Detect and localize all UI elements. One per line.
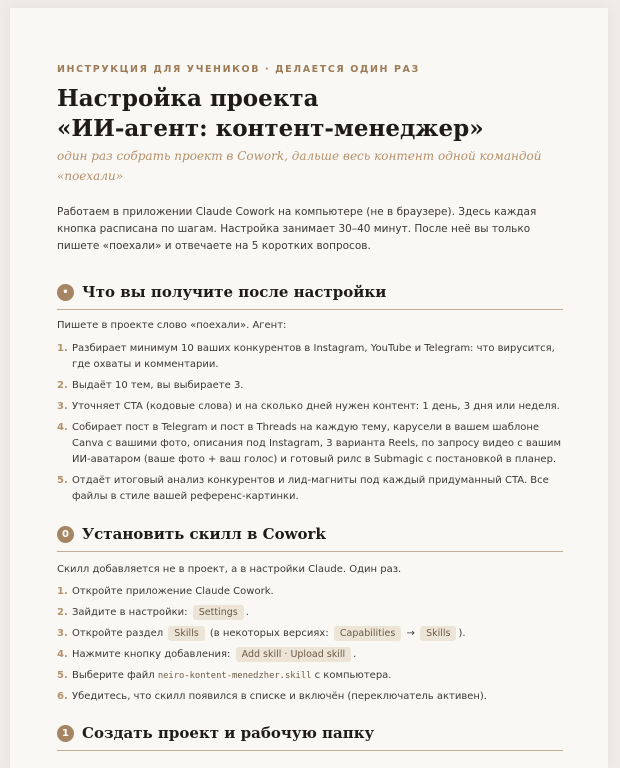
skill-steps-list	[57, 584, 563, 710]
add-skill-chip: Add skill · Upload skill	[236, 647, 352, 662]
page-title	[57, 84, 484, 144]
list-item-text: Убедитесь, что скилл появился в списке и включён (переключатель активен).	[72, 691, 487, 702]
step-number-badge: 1	[57, 725, 74, 742]
list-item-text: ).	[458, 628, 466, 639]
list-item	[57, 668, 563, 684]
section-skill-title: Установить скилл в Cowork	[82, 525, 326, 543]
list-item	[57, 341, 563, 373]
section-project-heading	[57, 720, 563, 751]
section-result-lead: Пишете в проекте слово «поехали». Агент:	[57, 320, 287, 331]
list-item-text: .	[353, 649, 357, 660]
skills-chip: Skills	[420, 626, 456, 641]
list-item-text: Собирает пост в Telegram и пост в Threads на каждую тему, карусели в вашем шаблоне Canva с вашими фото, описания под Instagram, 3 варианта Reels, по запросу видео с вашим ИИ-аватаром (ваше фото + ваш голос) и готовый рилс в Submagic с постановкой в планер.	[72, 422, 562, 465]
list-item-text: Выберите файл	[72, 670, 155, 681]
list-item-number: 1.	[57, 343, 68, 354]
section-result-title: Что вы получите после настройки	[82, 283, 387, 301]
section-project-title: Создать проект и рабочую папку	[82, 724, 375, 742]
page-subtitle: один раз собрать проект в Cowork, дальше весь контент одной командой «поехали»	[57, 149, 542, 183]
arrow-right-icon: →	[406, 628, 415, 639]
list-item-text: Уточняет CTA (кодовые слова) и на сколько дней нужен контент: 1 день, 3 дня или неделя.	[72, 401, 560, 412]
page-title-line1: Настройка проекта	[57, 85, 319, 112]
settings-chip: Settings	[193, 605, 244, 620]
list-item-text: .	[245, 607, 249, 618]
result-list	[57, 341, 563, 510]
list-item-number: 5.	[57, 670, 68, 681]
list-item-number: 1.	[57, 586, 68, 597]
list-item-text: Выдаёт 10 тем, вы выбираете 3.	[72, 380, 244, 391]
skills-chip: Skills	[168, 626, 204, 641]
list-item-number: 4.	[57, 422, 68, 433]
list-item	[57, 399, 563, 415]
skill-filename: neiro-kontent-menedzher.skill	[157, 671, 312, 681]
list-item-text: Отдаёт итоговый анализ конкурентов и лид-магниты под каждый придуманный CTA. Все файлы в стиле вашей референс-картинки.	[72, 475, 549, 502]
list-item-text: Нажмите кнопку добавления:	[72, 649, 231, 660]
section-skill-lead: Скилл добавляется не в проект, а в настройки Claude. Один раз.	[57, 564, 402, 575]
list-item-text: Разбирает минимум 10 ваших конкурентов в Instagram, YouTube и Telegram: что вирусится, где охваты и комментарии.	[72, 343, 555, 370]
intro-paragraph: Работаем в приложении Claude Cowork на компьютере (не в браузере). Здесь каждая кнопка расписана по шагам. Настройка занимает 30–40 минут. После неё вы только пишете «поехали» и отвечаете на 5 коротких вопросов.	[57, 206, 537, 252]
list-item	[57, 647, 563, 663]
list-item	[57, 689, 563, 705]
list-item-text: Откройте приложение Claude Cowork.	[72, 586, 274, 597]
list-item-number: 6.	[57, 691, 68, 702]
list-item	[57, 420, 563, 468]
list-item-number: 5.	[57, 475, 68, 486]
list-item-number: 3.	[57, 401, 68, 412]
list-item-number: 2.	[57, 380, 68, 391]
document-page	[10, 8, 608, 768]
page-title-line2: «ИИ-агент: контент-менеджер»	[57, 115, 484, 142]
bullet-icon: •	[57, 284, 74, 301]
list-item	[57, 473, 563, 505]
list-item-text: (в некоторых версиях:	[209, 628, 329, 639]
section-result-heading	[57, 279, 563, 310]
list-item-number: 4.	[57, 649, 68, 660]
list-item	[57, 584, 563, 600]
list-item	[57, 626, 563, 642]
list-item-number: 3.	[57, 628, 68, 639]
section-skill-heading	[57, 521, 563, 552]
capabilities-chip: Capabilities	[334, 626, 401, 641]
step-number-badge: 0	[57, 526, 74, 543]
list-item-number: 2.	[57, 607, 68, 618]
list-item	[57, 378, 563, 394]
list-item-text: с компьютера.	[314, 670, 392, 681]
list-item	[57, 605, 563, 621]
list-item-text: Зайдите в настройки:	[72, 607, 188, 618]
list-item-text: Откройте раздел	[72, 628, 164, 639]
eyebrow-label: ИНСТРУКЦИЯ ДЛЯ УЧЕНИКОВ · ДЕЛАЕТСЯ ОДИН РАЗ	[57, 64, 420, 75]
